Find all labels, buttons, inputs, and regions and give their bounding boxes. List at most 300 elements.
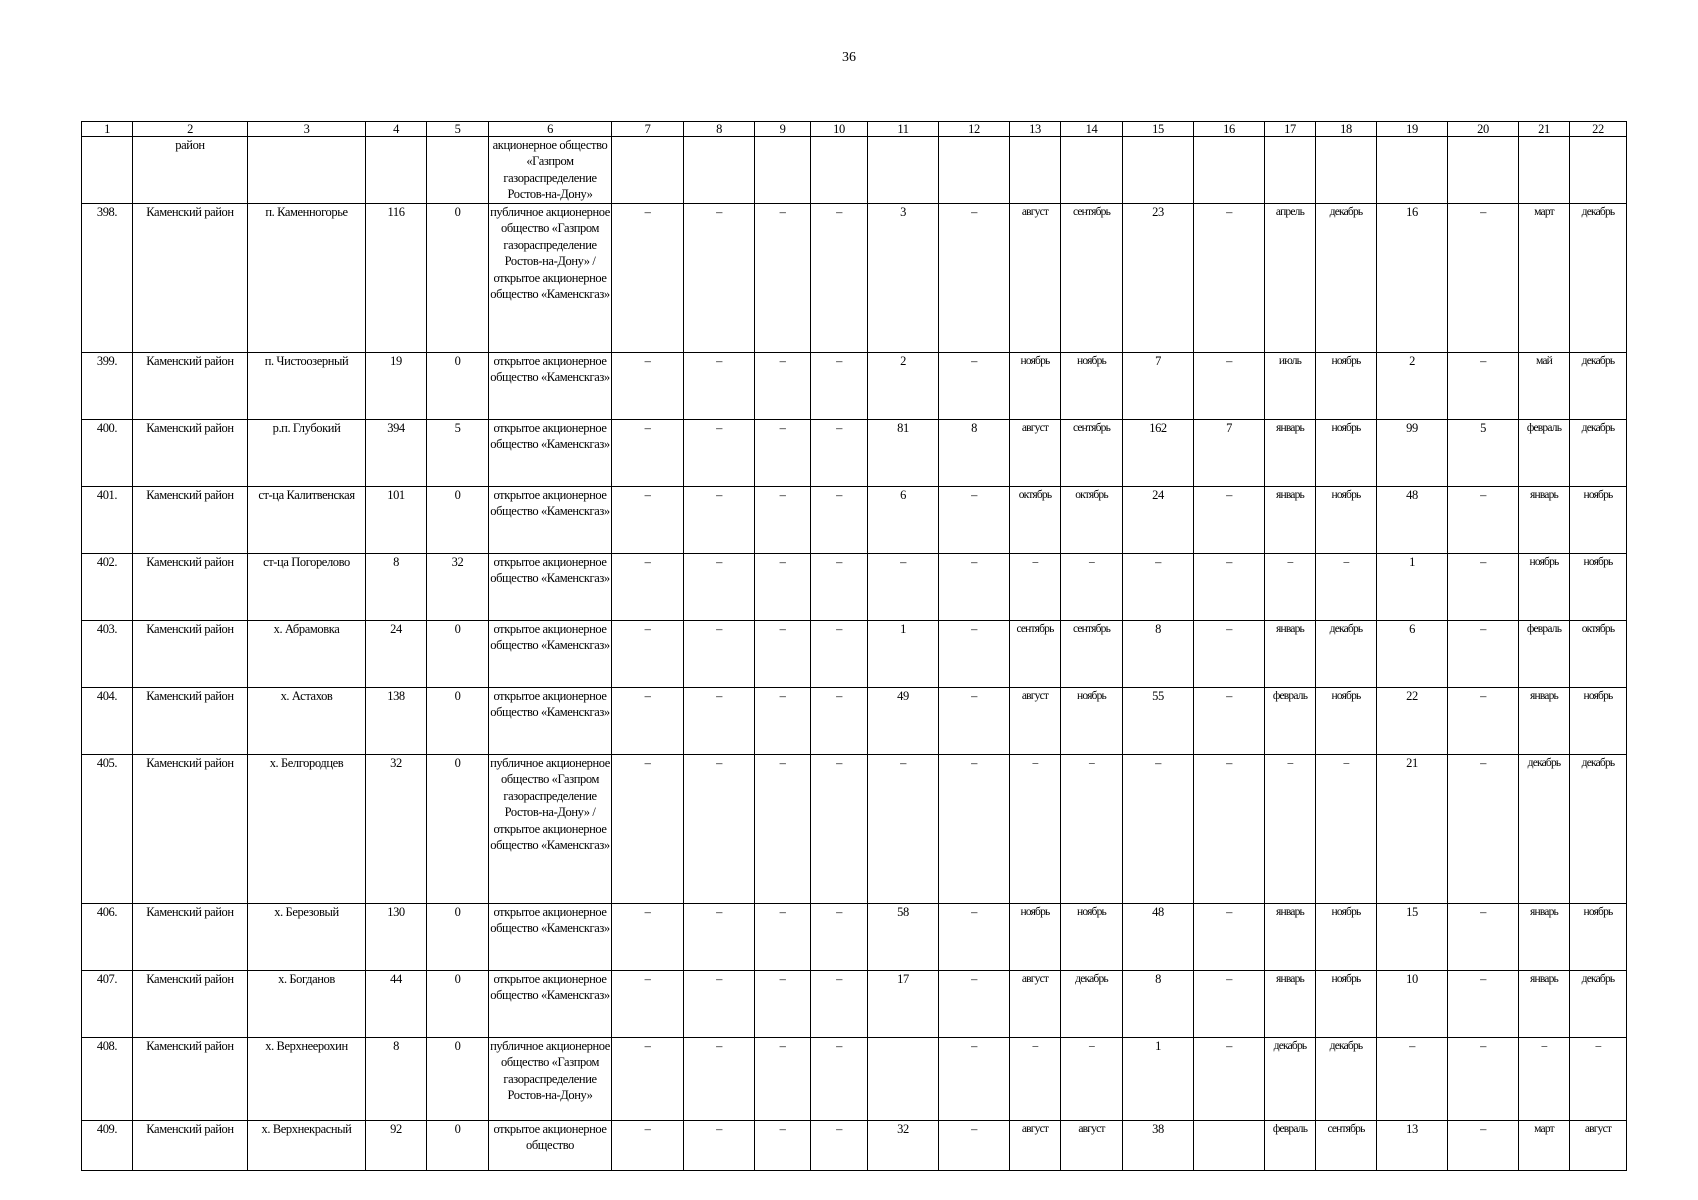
cell-col-22: ноябрь (1570, 554, 1627, 621)
cell-col-10: – (811, 755, 868, 904)
cell-col-10: – (811, 971, 868, 1038)
cell-col-14: ноябрь (1061, 353, 1123, 420)
cell-col-11: – (868, 554, 939, 621)
cell-col-18: ноябрь (1316, 688, 1377, 755)
cell-col-7: – (612, 904, 684, 971)
cell-col-8: – (684, 487, 755, 554)
cell-col-4 (366, 137, 427, 204)
cell-col-20: – (1448, 688, 1519, 755)
cell-col-6: открытое акционерное общество «Каменскгаз» (489, 487, 612, 554)
cell-col-2: Каменский район (133, 420, 248, 487)
cell-col-22 (1570, 137, 1627, 204)
cell-col-2: Каменский район (133, 1038, 248, 1121)
cell-col-3: х. Абрамовка (248, 621, 366, 688)
cell-col-19: – (1377, 1038, 1448, 1121)
cell-col-3: х. Верхнеерохин (248, 1038, 366, 1121)
cell-col-3: п. Каменногорье (248, 204, 366, 353)
cell-col-7: – (612, 971, 684, 1038)
cell-col-16: – (1194, 688, 1265, 755)
cell-col-18: ноябрь (1316, 904, 1377, 971)
data-table (81, 121, 1627, 1171)
cell-col-21: февраль (1519, 621, 1570, 688)
cell-col-6: открытое акционерное общество «Каменскгаз» (489, 353, 612, 420)
cell-col-18: ноябрь (1316, 487, 1377, 554)
cell-col-11: 3 (868, 204, 939, 353)
cell-col-4: 19 (366, 353, 427, 420)
cell-col-2: Каменский район (133, 904, 248, 971)
cell-col-13: август (1010, 204, 1061, 353)
cell-col-2: Каменский район (133, 204, 248, 353)
column-header-22: 22 (1570, 122, 1627, 137)
cell-col-11: 32 (868, 1121, 939, 1171)
cell-col-17: февраль (1265, 688, 1316, 755)
cell-col-5: 0 (427, 204, 489, 353)
cell-col-5: 0 (427, 1121, 489, 1171)
cell-col-5: 0 (427, 621, 489, 688)
cell-col-5: 32 (427, 554, 489, 621)
cell-col-19: 99 (1377, 420, 1448, 487)
cell-col-22: ноябрь (1570, 688, 1627, 755)
cell-col-12: – (939, 1038, 1010, 1121)
cell-col-2: Каменский район (133, 353, 248, 420)
table-row (82, 420, 1627, 487)
cell-col-11: 6 (868, 487, 939, 554)
cell-col-19: 21 (1377, 755, 1448, 904)
column-header-4: 4 (366, 122, 427, 137)
cell-col-22: ноябрь (1570, 904, 1627, 971)
cell-col-10: – (811, 204, 868, 353)
cell-col-3: х. Березовый (248, 904, 366, 971)
cell-col-14: – (1061, 554, 1123, 621)
cell-col-12: – (939, 487, 1010, 554)
cell-col-9: – (755, 971, 811, 1038)
cell-col-10 (811, 137, 868, 204)
column-header-6: 6 (489, 122, 612, 137)
cell-col-12: – (939, 554, 1010, 621)
cell-col-2: Каменский район (133, 971, 248, 1038)
column-header-11: 11 (868, 122, 939, 137)
cell-col-19: 6 (1377, 621, 1448, 688)
cell-col-16: – (1194, 204, 1265, 353)
cell-col-16 (1194, 1121, 1265, 1171)
cell-col-4: 8 (366, 1038, 427, 1121)
table-row (82, 755, 1627, 904)
cell-col-8: – (684, 688, 755, 755)
column-header-21: 21 (1519, 122, 1570, 137)
cell-col-6: открытое акционерное общество (489, 1121, 612, 1171)
cell-col-15: 55 (1123, 688, 1194, 755)
cell-col-22: декабрь (1570, 971, 1627, 1038)
cell-col-17: – (1265, 554, 1316, 621)
cell-col-22: декабрь (1570, 353, 1627, 420)
cell-col-15: 23 (1123, 204, 1194, 353)
cell-col-17 (1265, 137, 1316, 204)
cell-col-1: 400. (82, 420, 133, 487)
cell-col-21: ноябрь (1519, 554, 1570, 621)
cell-col-8: – (684, 971, 755, 1038)
cell-col-1: 405. (82, 755, 133, 904)
cell-col-5: 0 (427, 1038, 489, 1121)
cell-col-14: декабрь (1061, 971, 1123, 1038)
cell-col-19: 15 (1377, 904, 1448, 971)
table-row (82, 137, 1627, 204)
cell-col-17: январь (1265, 621, 1316, 688)
cell-col-9: – (755, 204, 811, 353)
cell-col-8: – (684, 204, 755, 353)
cell-col-4: 138 (366, 688, 427, 755)
cell-col-5: 0 (427, 755, 489, 904)
cell-col-11: 49 (868, 688, 939, 755)
cell-col-18: – (1316, 554, 1377, 621)
cell-col-2: Каменский район (133, 688, 248, 755)
cell-col-3: х. Астахов (248, 688, 366, 755)
cell-col-9 (755, 137, 811, 204)
cell-col-5: 0 (427, 688, 489, 755)
cell-col-20: – (1448, 554, 1519, 621)
column-header-7: 7 (612, 122, 684, 137)
cell-col-1: 403. (82, 621, 133, 688)
cell-col-22: декабрь (1570, 204, 1627, 353)
cell-col-8: – (684, 755, 755, 904)
cell-col-19: 13 (1377, 1121, 1448, 1171)
cell-col-12: 8 (939, 420, 1010, 487)
cell-col-7: – (612, 353, 684, 420)
cell-col-8: – (684, 904, 755, 971)
cell-col-13 (1010, 137, 1061, 204)
column-header-10: 10 (811, 122, 868, 137)
column-header-13: 13 (1010, 122, 1061, 137)
table-row (82, 204, 1627, 353)
cell-col-12 (939, 137, 1010, 204)
cell-col-19: 2 (1377, 353, 1448, 420)
column-header-2: 2 (133, 122, 248, 137)
cell-col-4: 44 (366, 971, 427, 1038)
cell-col-4: 130 (366, 904, 427, 971)
page-number: 36 (842, 50, 856, 65)
cell-col-9: – (755, 904, 811, 971)
column-header-12: 12 (939, 122, 1010, 137)
table-row (82, 1121, 1627, 1171)
cell-col-13: август (1010, 420, 1061, 487)
cell-col-16: – (1194, 755, 1265, 904)
cell-col-21: – (1519, 1038, 1570, 1121)
cell-col-20: – (1448, 904, 1519, 971)
cell-col-6: публичное акционерное общество «Газпром газораспределение Ростов-на-Дону» / открытое акционерное общество «Каменскгаз» (489, 204, 612, 353)
cell-col-1: 408. (82, 1038, 133, 1121)
column-header-3: 3 (248, 122, 366, 137)
cell-col-18: декабрь (1316, 621, 1377, 688)
table-row (82, 621, 1627, 688)
cell-col-6: акционерное общество «Газпром газораспределение Ростов-на-Дону» (489, 137, 612, 204)
cell-col-15: – (1123, 755, 1194, 904)
cell-col-18: ноябрь (1316, 971, 1377, 1038)
cell-col-10: – (811, 554, 868, 621)
cell-col-7 (612, 137, 684, 204)
cell-col-15: 38 (1123, 1121, 1194, 1171)
cell-col-18: сентябрь (1316, 1121, 1377, 1171)
cell-col-1: 398. (82, 204, 133, 353)
cell-col-17: январь (1265, 904, 1316, 971)
cell-col-16: – (1194, 621, 1265, 688)
cell-col-7: – (612, 554, 684, 621)
cell-col-18: ноябрь (1316, 353, 1377, 420)
cell-col-15 (1123, 137, 1194, 204)
cell-col-9: – (755, 353, 811, 420)
cell-col-8: – (684, 420, 755, 487)
cell-col-22: декабрь (1570, 420, 1627, 487)
cell-col-15: 7 (1123, 353, 1194, 420)
cell-col-10: – (811, 621, 868, 688)
cell-col-20: – (1448, 353, 1519, 420)
cell-col-15: 48 (1123, 904, 1194, 971)
cell-col-10: – (811, 353, 868, 420)
cell-col-12: – (939, 971, 1010, 1038)
cell-col-20: – (1448, 487, 1519, 554)
cell-col-20 (1448, 137, 1519, 204)
cell-col-6: открытое акционерное общество «Каменскгаз» (489, 621, 612, 688)
cell-col-18: ноябрь (1316, 420, 1377, 487)
cell-col-8 (684, 137, 755, 204)
cell-col-1: 404. (82, 688, 133, 755)
cell-col-19: 48 (1377, 487, 1448, 554)
cell-col-14: ноябрь (1061, 688, 1123, 755)
cell-col-21: май (1519, 353, 1570, 420)
cell-col-9: – (755, 1121, 811, 1171)
cell-col-7: – (612, 755, 684, 904)
cell-col-6: открытое акционерное общество «Каменскгаз» (489, 904, 612, 971)
cell-col-14: ноябрь (1061, 904, 1123, 971)
cell-col-13: август (1010, 971, 1061, 1038)
cell-col-21 (1519, 137, 1570, 204)
column-header-16: 16 (1194, 122, 1265, 137)
cell-col-4: 92 (366, 1121, 427, 1171)
cell-col-1: 401. (82, 487, 133, 554)
column-header-8: 8 (684, 122, 755, 137)
cell-col-1: 399. (82, 353, 133, 420)
cell-col-11: – (868, 755, 939, 904)
cell-col-12: – (939, 688, 1010, 755)
cell-col-6: открытое акционерное общество «Каменскгаз» (489, 688, 612, 755)
cell-col-4: 24 (366, 621, 427, 688)
cell-col-21: март (1519, 1121, 1570, 1171)
cell-col-16: – (1194, 1038, 1265, 1121)
cell-col-20: – (1448, 1121, 1519, 1171)
cell-col-14: – (1061, 1038, 1123, 1121)
cell-col-1: 407. (82, 971, 133, 1038)
cell-col-15: 8 (1123, 621, 1194, 688)
cell-col-5: 0 (427, 971, 489, 1038)
cell-col-9: – (755, 755, 811, 904)
cell-col-9: – (755, 554, 811, 621)
cell-col-2: Каменский район (133, 554, 248, 621)
cell-col-10: – (811, 420, 868, 487)
cell-col-13: октябрь (1010, 487, 1061, 554)
cell-col-10: – (811, 904, 868, 971)
table-body (82, 137, 1627, 1171)
cell-col-17: январь (1265, 971, 1316, 1038)
cell-col-14: сентябрь (1061, 204, 1123, 353)
cell-col-2: район (133, 137, 248, 204)
cell-col-12: – (939, 204, 1010, 353)
cell-col-15: – (1123, 554, 1194, 621)
cell-col-16: – (1194, 971, 1265, 1038)
cell-col-8: – (684, 554, 755, 621)
cell-col-1 (82, 137, 133, 204)
cell-col-20: – (1448, 621, 1519, 688)
cell-col-18: – (1316, 755, 1377, 904)
column-header-14: 14 (1061, 122, 1123, 137)
cell-col-17: – (1265, 755, 1316, 904)
cell-col-1: 409. (82, 1121, 133, 1171)
cell-col-4: 116 (366, 204, 427, 353)
cell-col-21: январь (1519, 688, 1570, 755)
cell-col-15: 162 (1123, 420, 1194, 487)
table-row (82, 904, 1627, 971)
cell-col-22: – (1570, 1038, 1627, 1121)
cell-col-18 (1316, 137, 1377, 204)
cell-col-7: – (612, 487, 684, 554)
cell-col-19: 1 (1377, 554, 1448, 621)
cell-col-22: декабрь (1570, 755, 1627, 904)
cell-col-8: – (684, 1038, 755, 1121)
table-row (82, 1038, 1627, 1121)
cell-col-4: 8 (366, 554, 427, 621)
cell-col-10: – (811, 1121, 868, 1171)
cell-col-17: январь (1265, 487, 1316, 554)
cell-col-3: ст-ца Погорелово (248, 554, 366, 621)
cell-col-1: 402. (82, 554, 133, 621)
cell-col-13: август (1010, 1121, 1061, 1171)
cell-col-17: январь (1265, 420, 1316, 487)
cell-col-6: публичное акционерное общество «Газпром газораспределение Ростов-на-Дону» / открытое акционерное общество «Каменскгаз» (489, 755, 612, 904)
cell-col-5: 0 (427, 904, 489, 971)
cell-col-6: открытое акционерное общество «Каменскгаз» (489, 554, 612, 621)
cell-col-15: 24 (1123, 487, 1194, 554)
cell-col-3: х. Богданов (248, 971, 366, 1038)
cell-col-21: январь (1519, 487, 1570, 554)
cell-col-20: – (1448, 1038, 1519, 1121)
cell-col-20: 5 (1448, 420, 1519, 487)
cell-col-21: март (1519, 204, 1570, 353)
cell-col-10: – (811, 487, 868, 554)
cell-col-17: декабрь (1265, 1038, 1316, 1121)
cell-col-4: 101 (366, 487, 427, 554)
cell-col-22: август (1570, 1121, 1627, 1171)
cell-col-7: – (612, 1121, 684, 1171)
cell-col-9: – (755, 621, 811, 688)
cell-col-19: 10 (1377, 971, 1448, 1038)
column-header-17: 17 (1265, 122, 1316, 137)
cell-col-20: – (1448, 971, 1519, 1038)
cell-col-13: ноябрь (1010, 353, 1061, 420)
cell-col-21: январь (1519, 904, 1570, 971)
cell-col-14: – (1061, 755, 1123, 904)
cell-col-2: Каменский район (133, 1121, 248, 1171)
cell-col-7: – (612, 621, 684, 688)
cell-col-11 (868, 1038, 939, 1121)
cell-col-11: 81 (868, 420, 939, 487)
cell-col-7: – (612, 204, 684, 353)
cell-col-2: Каменский район (133, 621, 248, 688)
table-row (82, 554, 1627, 621)
cell-col-3: ст-ца Калитвенская (248, 487, 366, 554)
cell-col-11: 17 (868, 971, 939, 1038)
cell-col-16: – (1194, 353, 1265, 420)
cell-col-10: – (811, 688, 868, 755)
column-header-5: 5 (427, 122, 489, 137)
cell-col-3 (248, 137, 366, 204)
cell-col-16: – (1194, 554, 1265, 621)
cell-col-12: – (939, 904, 1010, 971)
column-header-15: 15 (1123, 122, 1194, 137)
cell-col-5: 0 (427, 353, 489, 420)
cell-col-13: август (1010, 688, 1061, 755)
column-header-1: 1 (82, 122, 133, 137)
cell-col-9: – (755, 688, 811, 755)
table-row (82, 353, 1627, 420)
cell-col-22: октябрь (1570, 621, 1627, 688)
cell-col-2: Каменский район (133, 487, 248, 554)
cell-col-7: – (612, 688, 684, 755)
column-header-20: 20 (1448, 122, 1519, 137)
cell-col-13: – (1010, 755, 1061, 904)
cell-col-2: Каменский район (133, 755, 248, 904)
table-row (82, 487, 1627, 554)
cell-col-7: – (612, 420, 684, 487)
cell-col-16: – (1194, 904, 1265, 971)
cell-col-10: – (811, 1038, 868, 1121)
cell-col-13: – (1010, 554, 1061, 621)
cell-col-15: 8 (1123, 971, 1194, 1038)
cell-col-21: январь (1519, 971, 1570, 1038)
cell-col-8: – (684, 1121, 755, 1171)
cell-col-22: ноябрь (1570, 487, 1627, 554)
cell-col-18: декабрь (1316, 1038, 1377, 1121)
cell-col-8: – (684, 621, 755, 688)
column-header-18: 18 (1316, 122, 1377, 137)
cell-col-6: открытое акционерное общество «Каменскгаз» (489, 971, 612, 1038)
cell-col-15: 1 (1123, 1038, 1194, 1121)
cell-col-19: 22 (1377, 688, 1448, 755)
cell-col-5 (427, 137, 489, 204)
cell-col-14 (1061, 137, 1123, 204)
cell-col-1: 406. (82, 904, 133, 971)
cell-col-14: октябрь (1061, 487, 1123, 554)
cell-col-4: 394 (366, 420, 427, 487)
cell-col-11: 2 (868, 353, 939, 420)
cell-col-21: декабрь (1519, 755, 1570, 904)
cell-col-6: открытое акционерное общество «Каменскгаз» (489, 420, 612, 487)
cell-col-12: – (939, 1121, 1010, 1171)
cell-col-12: – (939, 353, 1010, 420)
cell-col-13: – (1010, 1038, 1061, 1121)
cell-col-19: 16 (1377, 204, 1448, 353)
cell-col-4: 32 (366, 755, 427, 904)
cell-col-8: – (684, 353, 755, 420)
cell-col-17: апрель (1265, 204, 1316, 353)
cell-col-19 (1377, 137, 1448, 204)
table-row (82, 688, 1627, 755)
cell-col-16: – (1194, 487, 1265, 554)
cell-col-16: 7 (1194, 420, 1265, 487)
cell-col-18: декабрь (1316, 204, 1377, 353)
cell-col-11: 58 (868, 904, 939, 971)
cell-col-5: 5 (427, 420, 489, 487)
cell-col-17: февраль (1265, 1121, 1316, 1171)
cell-col-14: сентябрь (1061, 621, 1123, 688)
cell-col-3: р.п. Глубокий (248, 420, 366, 487)
cell-col-13: ноябрь (1010, 904, 1061, 971)
